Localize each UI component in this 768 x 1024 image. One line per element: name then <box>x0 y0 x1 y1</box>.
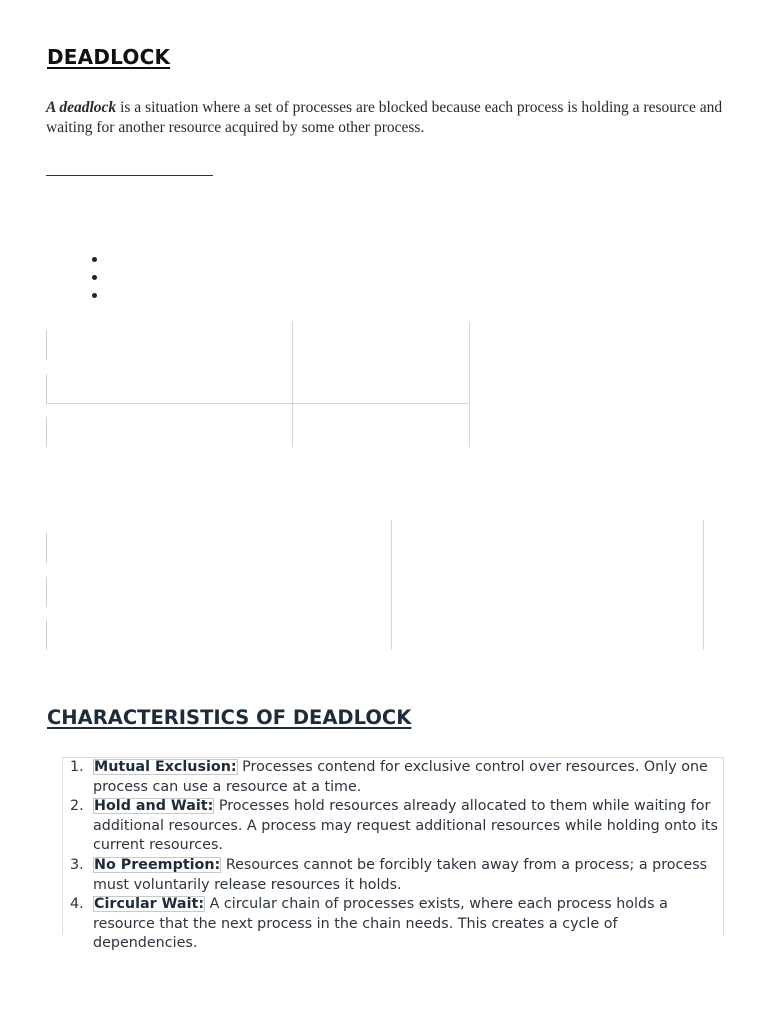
table-cell-edge <box>46 577 47 607</box>
item-number: 4. <box>70 896 84 913</box>
table-border <box>292 322 293 447</box>
table-border <box>703 520 704 650</box>
table-cell-edge <box>46 417 47 447</box>
table-border <box>469 322 470 447</box>
item-term: Hold and Wait: <box>94 798 214 815</box>
item-number: 2. <box>70 798 84 815</box>
table-cell-edge <box>46 374 47 404</box>
section-underline <box>46 175 213 176</box>
table-border <box>391 520 392 650</box>
item-term: Mutual Exclusion: <box>94 759 237 775</box>
page-title: DEADLOCK <box>47 45 171 69</box>
characteristics-heading: CHARACTERISTICS OF DEADLOCK <box>47 706 412 729</box>
list-item <box>66 856 726 895</box>
item-term: Circular Wait: <box>94 896 205 913</box>
item-text: A circular chain of processes exists, where each process holds a resource that the next process in the chain needs. This creates a cycle of dependencies. <box>93 896 668 952</box>
table-cell-edge <box>46 620 47 650</box>
list-item <box>66 758 726 797</box>
table-cell-edge <box>46 330 47 360</box>
item-text: Processes hold resources already allocated to them while waiting for additional resources. A process may request additional resources while holding onto its current resources. <box>93 798 718 854</box>
table-border <box>46 403 470 404</box>
characteristics-list <box>66 758 726 954</box>
intro-term: A deadlock <box>46 99 117 116</box>
item-number: 3. <box>70 856 84 873</box>
intro-paragraph <box>46 98 726 138</box>
intro-text: is a situation where a set of processes are blocked because each process is holding a resource and waiting for another resource acquired by some other process. <box>46 99 723 136</box>
list-item <box>66 895 726 954</box>
item-term: No Preemption: <box>94 856 221 873</box>
item-number: 1. <box>70 759 84 775</box>
table-cell-edge <box>46 533 47 563</box>
item-text: Resources cannot be forcibly taken away from a process; a process must voluntarily release resources it holds. <box>93 856 708 893</box>
list-item <box>66 797 726 856</box>
item-text: Processes contend for exclusive control over resources. Only one process can use a resource at a time. <box>93 759 708 795</box>
